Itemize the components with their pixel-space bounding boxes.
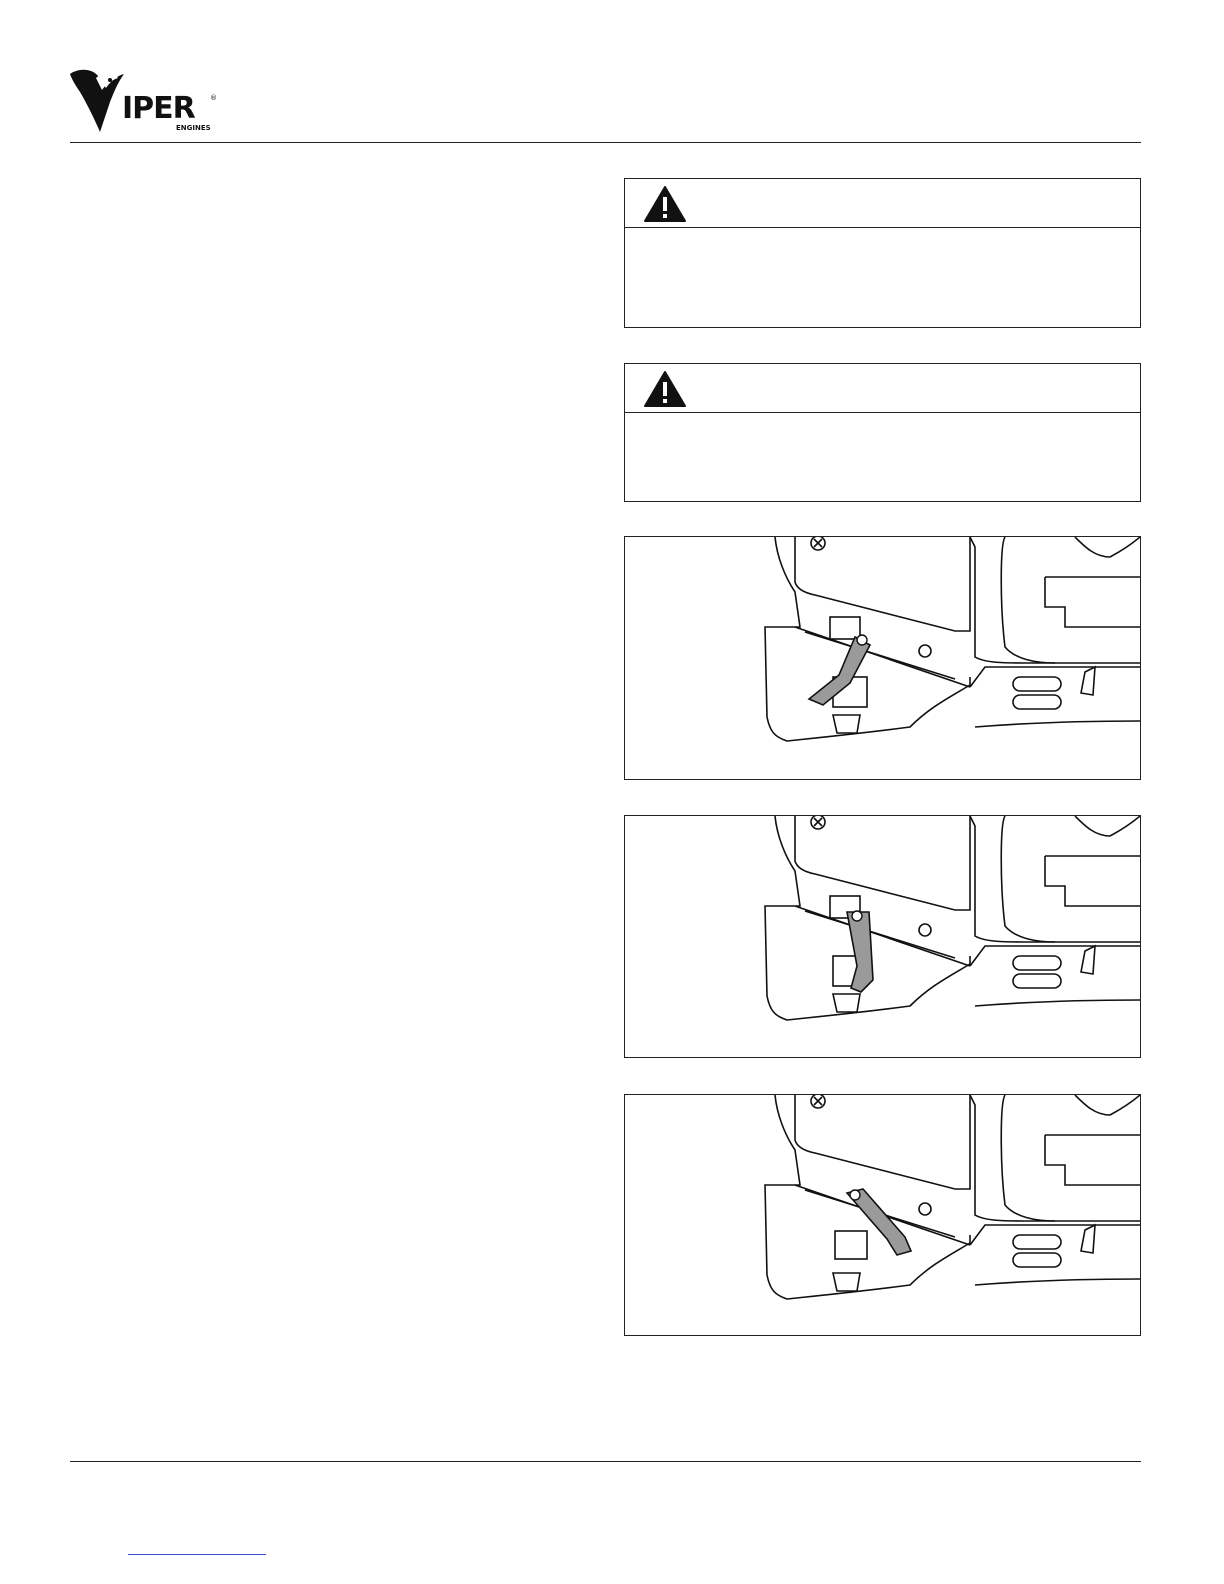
warning-box-2 [624, 363, 1141, 502]
warning-box-1 [624, 178, 1141, 328]
header-divider [70, 142, 1141, 143]
engine-choke-lever-illustration [625, 537, 1140, 779]
svg-text:ENGINES: ENGINES [176, 124, 211, 132]
figure-lever-right [624, 1094, 1141, 1336]
svg-text:®: ® [210, 94, 217, 102]
viper-engines-logo [66, 66, 226, 142]
engine-choke-lever-illustration [625, 1095, 1140, 1335]
svg-text:IPER: IPER [122, 91, 195, 126]
figure-lever-center [624, 815, 1141, 1058]
footer-divider [70, 1461, 1141, 1462]
footer-link[interactable] [128, 1554, 266, 1555]
figure-lever-left [624, 536, 1141, 780]
warning-header [625, 364, 1140, 413]
warning-triangle-icon [643, 185, 687, 223]
warning-header [625, 179, 1140, 228]
warning-triangle-icon [643, 370, 687, 408]
engine-choke-lever-illustration [625, 816, 1140, 1057]
